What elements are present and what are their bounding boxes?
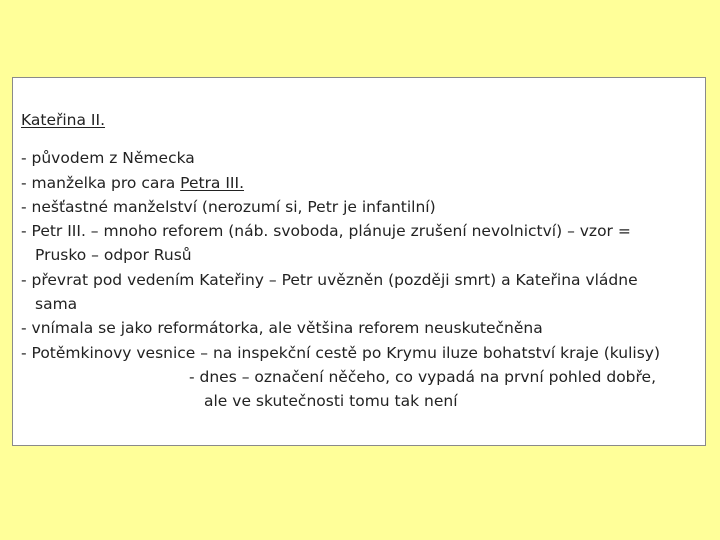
petr-link[interactable]: Petra III. [180, 173, 245, 192]
sub-bullet-today: - dnes – označení něčeho, co vypadá na první pohled dobře, [189, 367, 657, 386]
title-line [21, 108, 660, 132]
bullet-petr-reforms: - Petr III. – mnoho reforem (náb. svoboda, plánuje zrušení nevolnictví) – vzor = [21, 222, 631, 241]
bullet-coup: - převrat pod vedením Kateřiny – Petr uvězněn (později smrt) a Kateřina vládne [21, 270, 638, 289]
bullet-reformer: - vnímala se jako reformátorka, ale většina reforem neuskutečněna [21, 319, 543, 338]
slide-title: Kateřina II. [21, 111, 106, 129]
bullet-marriage-text: - manželka pro cara [21, 173, 181, 192]
bullet-coup-cont: sama [35, 295, 78, 314]
text-body [21, 108, 660, 414]
bullet-potemkin: - Potěmkinovy vesnice – na inspekční cestě po Krymu iluze bohatství kraje (kulisy) [21, 343, 661, 362]
bullet-origin: - původem z Německa [21, 149, 195, 168]
sub-bullet-today-cont: ale ve skutečnosti tomu tak není [204, 392, 458, 411]
content-box [12, 77, 706, 446]
bullet-unhappy-marriage: - nešťastné manželství (nerozumí si, Petr je infantilní) [21, 197, 436, 216]
bullet-petr-reforms-cont: Prusko – odpor Rusů [35, 246, 192, 265]
bullet-marriage [21, 171, 660, 195]
